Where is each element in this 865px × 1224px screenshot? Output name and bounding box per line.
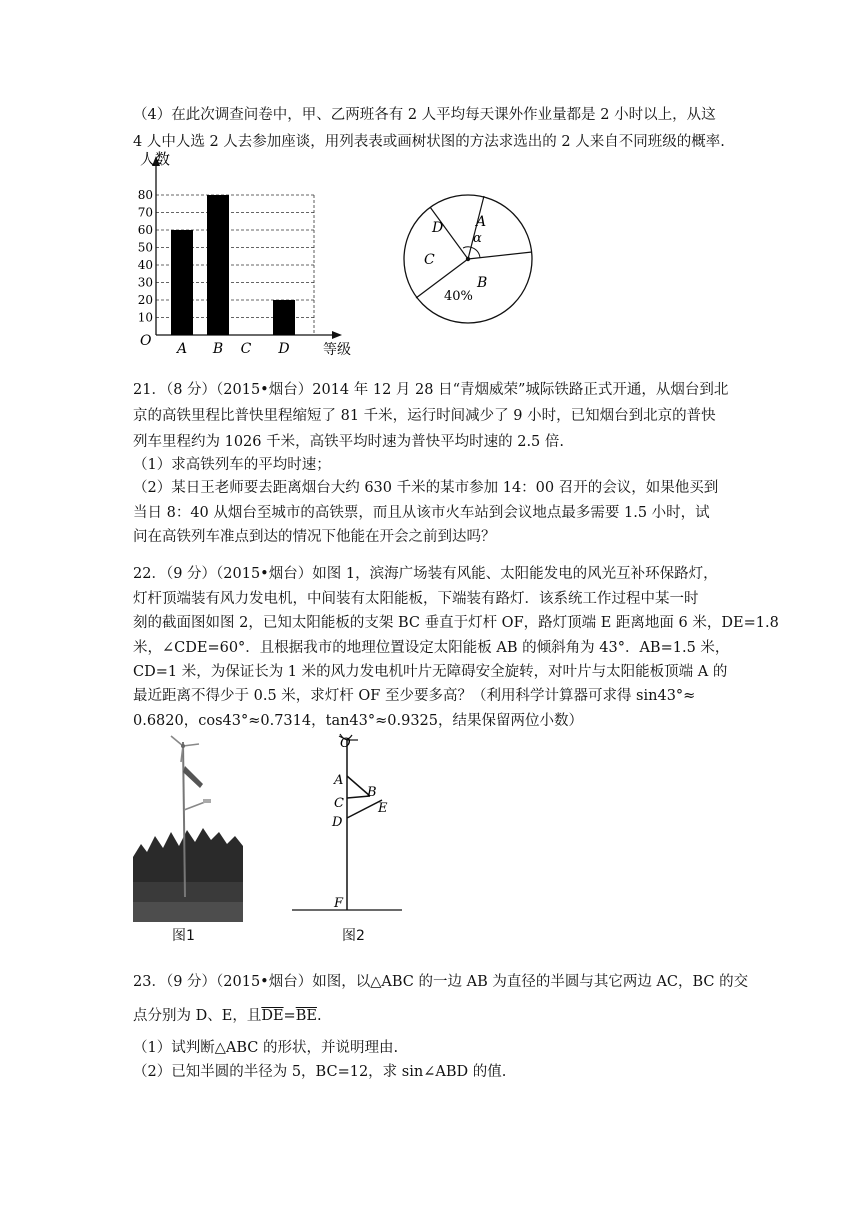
pie-label-d: D — [432, 220, 444, 236]
q21-line1: 21．（8 分）（2015•烟台）2014 年 12 月 28 日“青烟威荣”城际铁路正式开通，从烟台到北 — [133, 382, 729, 398]
q22-line4: 米，∠CDE=60°．且根据我市的地理位置设定太阳能板 AB 的倾斜角为 43°．AB=1.5 米， — [133, 640, 730, 656]
q22-line6: 最近距离不得少于 0.5 米，求灯杆 OF 至少要多高？（利用科学计算器可求得 sin43°≈ — [133, 688, 696, 704]
bar-b — [207, 195, 229, 335]
pie-label-a: A — [476, 214, 487, 230]
label-b: B — [367, 785, 377, 800]
pie-divider-a-b — [468, 252, 532, 259]
q23-line2-suffix: . — [316, 1008, 322, 1024]
pie-label-c: C — [424, 252, 435, 268]
arc-de: $\overline{DE}$ — [261, 1008, 284, 1024]
arc-be: $\overline{BE}$ — [295, 1008, 317, 1024]
figure2-caption: 图2 — [342, 928, 365, 944]
q23-line2-prefix: 点分别为 D、E，且 — [133, 1008, 262, 1024]
y-tick-label-20: 20 — [137, 293, 153, 307]
y-axis-label: 人数 — [140, 150, 171, 168]
q23-line1: 23．（9 分）（2015•烟台）如图，以△ABC 的一边 AB 为直径的半圆与其它两边 AC，BC 的交 — [133, 974, 749, 990]
figure2-diagram — [290, 732, 405, 914]
q22-line1: 22．（9 分）（2015•烟台）如图 1，滨海广场装有风能、太阳能发电的风光互补环保路灯， — [133, 566, 718, 582]
pie-label-b-percent: 40% — [444, 289, 473, 304]
y-tick-label-50: 50 — [137, 240, 153, 255]
q21-line3: 列车里程约为 1026 千米，高铁平均时速为普快平均时速的 2.5 倍. — [133, 434, 565, 450]
q21-part2-line1: （2）某日王老师要去距离烟台大约 630 千米的某市参加 14：00 召开的会议，如果他买到 — [133, 480, 719, 496]
label-d: D — [332, 815, 343, 830]
label-a: A — [334, 773, 344, 788]
label-f: F — [334, 896, 344, 911]
bar-d — [273, 300, 295, 335]
x-axis-label: 等级 — [323, 342, 351, 358]
q23-part2: （2）已知半圆的半径为 5，BC=12，求 sin∠ABD 的值. — [133, 1064, 507, 1080]
q23-line2 — [133, 1006, 322, 1026]
y-tick-label-80: 80 — [137, 188, 153, 202]
pie-label-alpha: α — [473, 231, 482, 246]
y-tick-label-10: 10 — [137, 310, 153, 325]
x-category-label-a: A — [176, 341, 188, 357]
label-o: O — [340, 736, 351, 751]
x-category-label-c: C — [240, 341, 252, 357]
arc-equals: = — [283, 1008, 296, 1024]
lamp-arm-de — [347, 800, 382, 818]
pie-label-b: B — [477, 275, 488, 291]
q22-line5: CD=1 米，为保证长为 1 米的风力发电机叶片无障碍安全旋转，对叶片与太阳能板顶端 A 的 — [133, 664, 728, 680]
q21-part2-line2: 当日 8：40 从烟台至城市的高铁票，而且从该市火车站到会议地点最多需要 1.5 小时，试 — [133, 505, 710, 521]
q21-part1: （1）求高铁列车的平均时速； — [133, 457, 331, 473]
x-category-label-d: D — [278, 341, 290, 357]
origin-label: O — [140, 333, 152, 349]
bar-chart — [130, 150, 365, 360]
q23-part1: （1）试判断△ABC 的形状，并说明理由. — [133, 1040, 399, 1056]
q22-line2: 灯杆顶端装有风力发电机，中间装有太阳能板，下端装有路灯．该系统工作过程中某一时 — [133, 591, 699, 607]
x-axis-arrow — [332, 331, 342, 339]
figure1-caption: 图1 — [172, 928, 195, 944]
y-tick-label-40: 40 — [137, 258, 153, 272]
pie-center — [466, 257, 470, 261]
q21-line2: 京的高铁里程比普快里程缩短了 81 千米，运行时间减少了 9 小时，已知烟台到北京的普快 — [133, 408, 716, 424]
y-tick-label-70: 70 — [137, 205, 153, 220]
figure1-street-lamp-photo — [133, 732, 243, 922]
q21-part2-line3: 问在高铁列车准点到达的情况下他能在开会之前到达吗？ — [133, 529, 496, 545]
q22-line7: 0.6820，cos43°≈0.7314，tan43°≈0.9325，结果保留两位小数） — [133, 713, 584, 729]
q22-line3: 刻的截面图如图 2，已知太阳能板的支架 BC 垂直于灯杆 OF，路灯顶端 E 距离地面 6 米，DE=1.8 — [133, 615, 779, 631]
q20-part4-line1: （4）在此次调查问卷中，甲、乙两班各有 2 人平均每天课外作业量都是 2 小时以上，从这 — [133, 107, 716, 123]
q20-part4-line2: 4 人中人选 2 人去参加座谈，用列表表或画树状图的方法求选出的 2 人来自不同班级的概率. — [133, 134, 725, 150]
pie-chart — [398, 186, 538, 326]
x-category-label-b: B — [212, 341, 224, 357]
label-e: E — [378, 801, 388, 816]
label-c: C — [334, 796, 344, 811]
bar-a — [171, 230, 193, 335]
y-tick-label-30: 30 — [137, 275, 153, 290]
y-tick-label-60: 60 — [137, 223, 153, 237]
